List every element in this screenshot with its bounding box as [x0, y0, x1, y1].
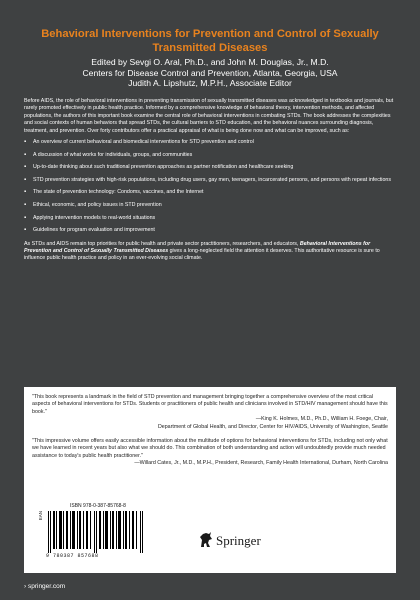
book-title: Behavioral Interventions for Prevention and Control of Sexually Transmitted Diseases	[41, 28, 379, 54]
closing-text-pre: As STDs and AIDS remain top priorities for public health and private sector practitioners, researchers, and educators,	[24, 240, 300, 247]
review-attribution-1a: —King K. Holmes, M.D., Ph.D., William H. Foege, Chair,	[255, 416, 388, 423]
review-attribution-2: —Willard Cates, Jr., M.D., M.P.H., President, Research, Family Health International, Durham, North Carolina	[134, 460, 388, 467]
editors-line-2: Centers for Disease Control and Prevention, Atlanta, Georgia, USA	[82, 67, 338, 78]
isbn-label: ISBN 978-0-387-85768-8	[70, 503, 126, 509]
editors-line-3: Judith A. Lipshutz, M.P.H., Associate Editor	[128, 78, 292, 88]
closing-paragraph	[24, 241, 396, 263]
feature-item: ▪ Ethical, economic, and policy issues in STD prevention	[24, 202, 396, 209]
publisher-logo	[196, 529, 274, 551]
publisher-url[interactable]: › springer.com	[24, 583, 66, 590]
feature-item: ▪ A discussion of what works for individuals, groups, and communities	[24, 152, 396, 159]
cover-header	[0, 0, 420, 95]
feature-item: ▪ STD prevention strategies with high-risk populations, including drug users, gay men, teenagers, incarcerated persons, and persons with repeat infections	[24, 177, 396, 184]
publisher-name: Springer	[216, 533, 261, 548]
springer-horse-icon	[198, 531, 214, 549]
review-box	[24, 387, 396, 573]
intro-paragraph: Before AIDS, the role of behavioral interventions in preventing transmission of sexually transmitted diseases was acknowledged in textbooks and journals, but rarely promoted effectively in public health practice. Informed by a comprehensive knowledge of behavioral theory, intervention methods, and affected populations, the authors of this important book examine the central role of behavioral interventions in combating STDs. The book addresses the complexities and social contexts of human behaviors that spread STDs, the cultural barriers to STD education, and the behavioral nuances surrounding diagnosis, treatment, and prevention. Over forty contributors offer a practical appraisal of what is being done now and what can be improved, such as:	[24, 98, 394, 134]
closing-book-title: Behavioral Interventions for Prevention and Control of Sexually Transmitted Diseases	[24, 240, 371, 254]
ean-label: EAN	[38, 511, 43, 521]
review-quote-2: "This impressive volume offers easily accessible information about the multitude of options for behavioral interventions for STDs, including not only what we have learned in recent years but also what we should do. This combination of both understanding and action will undoubtedly provide much needed assistance to today's public health practitioner."	[32, 438, 388, 459]
barcode-bars	[48, 511, 146, 553]
editors-line-1: Edited by Sevgi O. Aral, Ph.D., and John M. Douglas, Jr., M.D.	[91, 57, 329, 67]
feature-item: ▪ An overview of current behavioral and biomedical interventions for STD prevention and control	[24, 139, 396, 146]
barcode	[32, 499, 152, 563]
feature-list	[24, 139, 396, 235]
feature-item: ▪ Applying intervention models to real-world situations	[24, 215, 396, 222]
feature-item: ▪ Guidelines for program evaluation and improvement	[24, 227, 396, 234]
review-quote-1: "This book represents a landmark in the field of STD prevention and management bringing together a comprehensive overview of the most critical aspects of behavioral interventions for STDs. Students or practitioners of public health and clinicians involved in STD/HIV management should have this book."	[32, 394, 388, 415]
barcode-number: 9 780387 857688	[46, 553, 99, 559]
review-attribution-1b: Department of Global Health, and Director, Center for HIV/AIDS, University of Washington, Seattle	[157, 423, 388, 430]
closing-text-post: gives a long-neglected field the attention it deserves. This authoritative resource is sure to influence public health practice and policy in an ever-evolving social climate.	[24, 248, 380, 262]
feature-item: ▪ The state of prevention technology: Condoms, vaccines, and the Internet	[24, 189, 396, 196]
feature-item: ▪ Up-to-date thinking about such traditional prevention approaches as partner notification and healthcare seeking	[24, 164, 396, 171]
description	[24, 98, 396, 267]
